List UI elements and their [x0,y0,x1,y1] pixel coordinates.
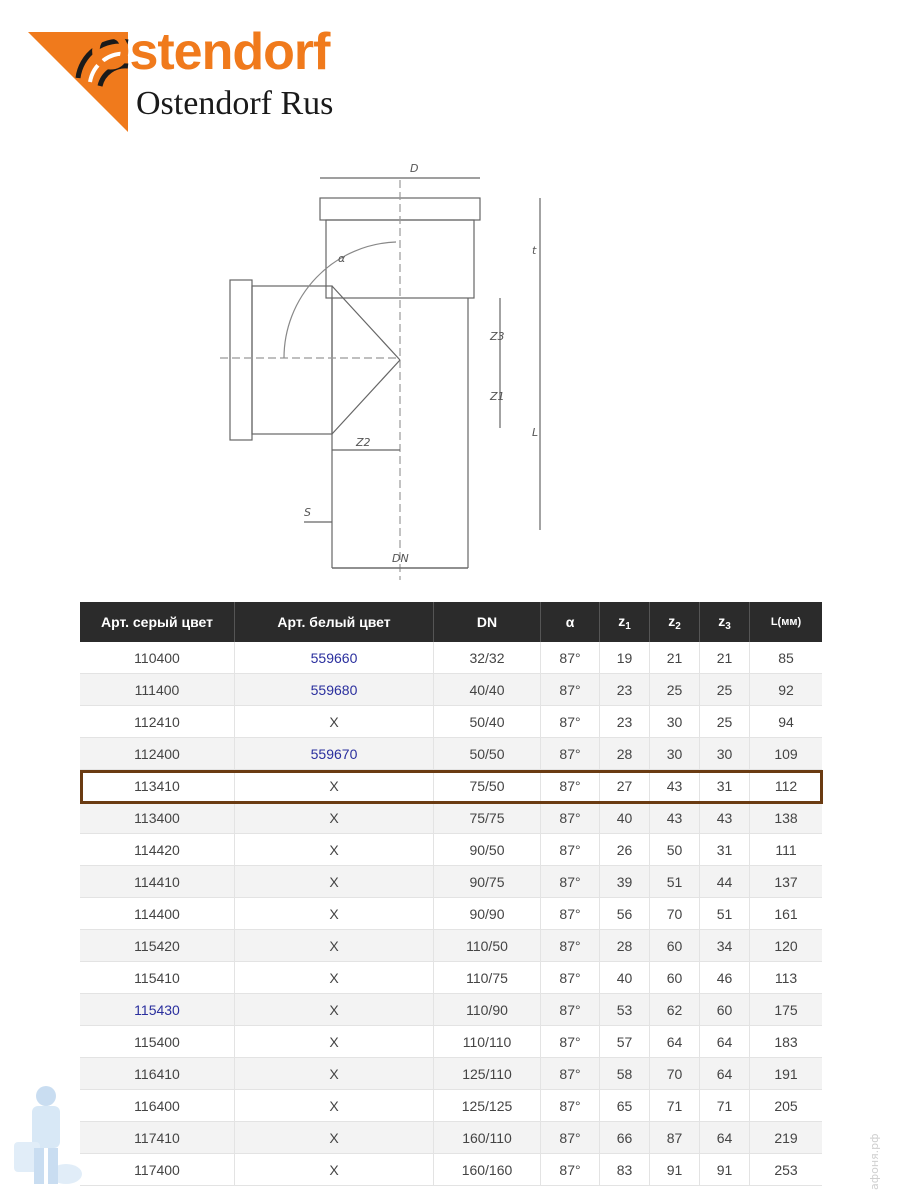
table-cell: X [235,1122,434,1154]
table-cell: 60 [650,962,700,994]
table-cell: 87° [541,834,600,866]
table-cell: 70 [650,1058,700,1090]
table-cell: 21 [650,642,700,674]
table-cell: 90/75 [434,866,541,898]
table-cell: X [235,930,434,962]
table-cell: 83 [600,1154,650,1186]
col-header-z1: $z_1$ [600,602,650,642]
table-cell: 116400 [80,1090,235,1122]
table-cell: 25 [650,674,700,706]
dim-label-z1: Z1 [490,390,505,403]
table-cell: 91 [650,1154,700,1186]
table-cell: 90/90 [434,898,541,930]
table-cell: 31 [700,834,750,866]
table-row [80,898,822,930]
dim-label-s: S [304,506,311,519]
table-cell: 114420 [80,834,235,866]
col-header-z3: $z_3$ [700,602,750,642]
table-cell: 27 [600,770,650,802]
table-row [80,802,822,834]
table-cell: 34 [700,930,750,962]
table-cell: 125/110 [434,1058,541,1090]
table-cell: 87° [541,1058,600,1090]
table-cell: 94 [750,706,823,738]
table-row [80,994,822,1026]
table-cell: 137 [750,866,823,898]
col-header-z2: $z_2$ [650,602,700,642]
dim-label-l: L [532,426,539,439]
table-cell: X [235,706,434,738]
table-cell: 64 [700,1122,750,1154]
dim-label-z2: Z2 [356,436,371,449]
table-header-row [80,602,822,642]
dim-label-alpha: α [338,252,346,265]
table-cell: 110/75 [434,962,541,994]
col-header-white-article: Арт. белый цвет [235,602,434,642]
table-row [80,770,822,802]
table-cell: 113 [750,962,823,994]
table-row [80,674,822,706]
table-cell: 87° [541,1122,600,1154]
table-cell: 90/50 [434,834,541,866]
table-cell: X [235,866,434,898]
dim-label-dn: DN [392,552,409,565]
site-watermark: афоня.рф [868,1133,881,1190]
logo-subtitle: Ostendorf Rus [136,85,334,122]
table-cell: 40 [600,802,650,834]
table-cell: 46 [700,962,750,994]
table-cell: 112410 [80,706,235,738]
table-cell: 85 [750,642,823,674]
table-cell: 71 [650,1090,700,1122]
table-cell: 87° [541,1090,600,1122]
table-cell: 87° [541,898,600,930]
table-row [80,962,822,994]
table-cell: 110/110 [434,1026,541,1058]
table-cell: 175 [750,994,823,1026]
dim-label-t: t [532,244,537,257]
table-cell: 64 [700,1026,750,1058]
table-cell: 23 [600,674,650,706]
table-cell[interactable]: 559670 [235,738,434,770]
table-cell: 110400 [80,642,235,674]
table-cell: X [235,994,434,1026]
table-cell: 19 [600,642,650,674]
table-cell: 138 [750,802,823,834]
table-row [80,1122,822,1154]
table-cell: 30 [650,706,700,738]
table-cell: 62 [650,994,700,1026]
table-row [80,1090,822,1122]
table-row [80,738,822,770]
table-cell: 87° [541,642,600,674]
table-cell[interactable]: 559660 [235,642,434,674]
table-cell: 92 [750,674,823,706]
table-cell: X [235,834,434,866]
table-cell: 87° [541,930,600,962]
table-cell: 183 [750,1026,823,1058]
table-cell: 125/125 [434,1090,541,1122]
table-cell: 87° [541,962,600,994]
ostendorf-logo [28,18,388,136]
table-cell: 117410 [80,1122,235,1154]
table-cell: 111400 [80,674,235,706]
table-cell: 53 [600,994,650,1026]
col-header-alpha: α [541,602,600,642]
table-cell: 56 [600,898,650,930]
table-cell: 25 [700,706,750,738]
table-cell: 32/32 [434,642,541,674]
table-cell: 44 [700,866,750,898]
col-header-dn: DN [434,602,541,642]
table-cell: 110/50 [434,930,541,962]
table-cell: 120 [750,930,823,962]
table-cell: 87° [541,706,600,738]
table-cell: X [235,1058,434,1090]
table-cell: 50 [650,834,700,866]
table-cell: 112400 [80,738,235,770]
table-cell: 114400 [80,898,235,930]
table-cell: 75/75 [434,802,541,834]
table-cell: 109 [750,738,823,770]
table-cell: 87 [650,1122,700,1154]
table-cell: X [235,770,434,802]
table-cell: 21 [700,642,750,674]
table-cell: 60 [700,994,750,1026]
col-header-grey-article: Арт. серый цвет [80,602,235,642]
table-cell: 43 [650,770,700,802]
table-row [80,1154,822,1186]
tee-technical-drawing [200,150,680,590]
table-cell: X [235,802,434,834]
table-cell: 115410 [80,962,235,994]
table-row [80,930,822,962]
table-cell: 75/50 [434,770,541,802]
table-cell: 160/160 [434,1154,541,1186]
table-cell: 43 [650,802,700,834]
table-cell: 30 [650,738,700,770]
table-cell: 191 [750,1058,823,1090]
table-cell: 113410 [80,770,235,802]
table-cell: 116410 [80,1058,235,1090]
table-row [80,866,822,898]
table-cell: X [235,1090,434,1122]
table-row [80,1026,822,1058]
table-cell: 71 [700,1090,750,1122]
table-cell: 58 [600,1058,650,1090]
table-cell: 115400 [80,1026,235,1058]
table-cell: 87° [541,1154,600,1186]
table-cell: 219 [750,1122,823,1154]
spec-table [80,602,822,1186]
logo-brand-text: Ostendorf [90,23,330,81]
table-cell: 113400 [80,802,235,834]
table-cell: X [235,962,434,994]
dim-label-d: D [410,162,419,175]
table-cell: 64 [700,1058,750,1090]
table-cell: 51 [700,898,750,930]
table-cell: 65 [600,1090,650,1122]
table-row [80,834,822,866]
table-cell: 117400 [80,1154,235,1186]
table-cell: 40 [600,962,650,994]
table-cell: 112 [750,770,823,802]
table-cell: 87° [541,770,600,802]
table-row [80,706,822,738]
table-cell: 43 [700,802,750,834]
table-cell: 28 [600,738,650,770]
table-cell: 30 [700,738,750,770]
table-cell: 23 [600,706,650,738]
table-cell: 50/50 [434,738,541,770]
table-cell: 50/40 [434,706,541,738]
table-cell: 31 [700,770,750,802]
table-cell: 70 [650,898,700,930]
table-cell: 111 [750,834,823,866]
plumber-mascot-icon [8,1082,88,1192]
col-header-length: L(мм) [750,602,823,642]
table-row [80,642,822,674]
dim-label-z3: Z3 [490,330,505,343]
table-cell: 39 [600,866,650,898]
table-cell: 40/40 [434,674,541,706]
table-cell: 161 [750,898,823,930]
table-cell[interactable]: 115430 [80,994,235,1026]
table-cell: 87° [541,1026,600,1058]
table-cell: 87° [541,994,600,1026]
table-cell: 60 [650,930,700,962]
table-row [80,1058,822,1090]
table-cell: 25 [700,674,750,706]
table-cell: 110/90 [434,994,541,1026]
table-cell: 64 [650,1026,700,1058]
table-cell: 91 [700,1154,750,1186]
table-cell: 87° [541,738,600,770]
table-cell: 114410 [80,866,235,898]
table-cell: 205 [750,1090,823,1122]
table-cell: 66 [600,1122,650,1154]
table-cell: 51 [650,866,700,898]
table-cell[interactable]: 559680 [235,674,434,706]
table-cell: 87° [541,866,600,898]
table-cell: 160/110 [434,1122,541,1154]
table-cell: 253 [750,1154,823,1186]
table-cell: 115420 [80,930,235,962]
table-cell: X [235,898,434,930]
table-cell: X [235,1154,434,1186]
table-cell: 57 [600,1026,650,1058]
table-cell: 87° [541,802,600,834]
table-cell: 87° [541,674,600,706]
table-cell: 26 [600,834,650,866]
table-cell: 28 [600,930,650,962]
table-cell: X [235,1026,434,1058]
